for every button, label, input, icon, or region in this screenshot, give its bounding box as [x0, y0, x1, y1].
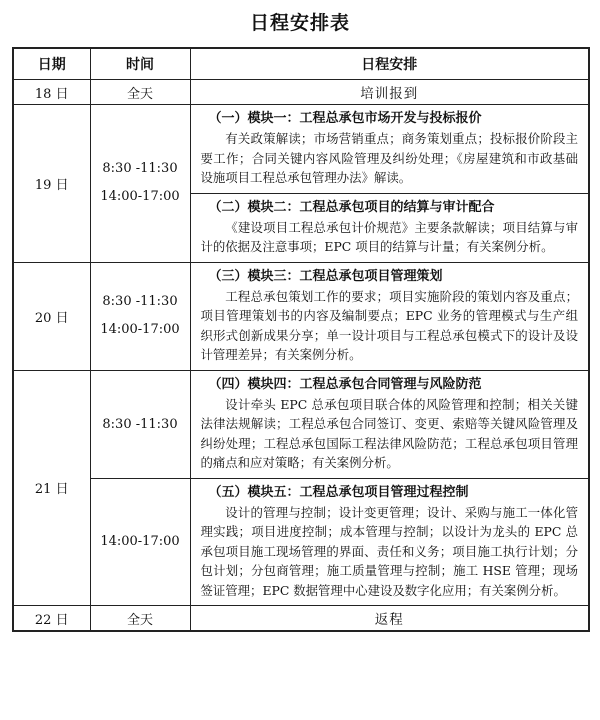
time-morning: 8:30 -11:30	[102, 294, 178, 309]
header-row	[13, 48, 589, 80]
table-row	[13, 606, 589, 632]
module-title: （五）模块五：工程总承包项目管理过程控制	[208, 484, 469, 500]
arrangement-cell	[190, 478, 589, 606]
schedule-table	[12, 47, 590, 632]
module-body: 工程总承包策划工作的要求；项目实施阶段的策划内容及重点；项目管理策划书的内容及编制要点；EPC 业务的管理模式与生产组织形式创新成果分享；单一设计项目与工程总承包模式下的设计及设计管理差异；有关案例分析。	[200, 288, 578, 362]
module-block	[191, 479, 589, 606]
date-cell: 20 日	[13, 262, 90, 370]
header-date: 日期	[13, 48, 90, 80]
date-cell: 21 日	[13, 370, 90, 606]
arrangement-cell	[190, 370, 589, 478]
time-cell: 全天	[90, 80, 190, 105]
page-title: 日程安排表	[249, 12, 350, 34]
time-cell: 全天	[90, 606, 190, 632]
time-afternoon: 14:00-17:00	[100, 189, 180, 205]
header-time: 时间	[90, 48, 190, 80]
table-row	[13, 370, 589, 478]
time-cell	[90, 105, 190, 263]
date-cell: 19 日	[13, 105, 90, 263]
arrangement-cell	[190, 105, 589, 263]
time-afternoon: 14:00-17:00	[90, 478, 190, 606]
arrangement-cell	[190, 262, 589, 370]
module-body: 设计的管理与控制；设计变更管理；设计、采购与施工一体化管理实践；项目进度控制；成本管理与控制；以设计为龙头的 EPC 总承包项目施工现场管理的界面、责任和义务；项目施工执行计划；分包计划；分包商管理；施工质量管理与控制；施工 HSE 管理；现场签证管理；EPC 数据管理中心建设及数字化应用；有关案例分析。	[200, 504, 578, 598]
time-morning: 8:30 -11:30	[90, 370, 190, 478]
table-row	[13, 478, 589, 606]
date-cell: 18 日	[13, 80, 90, 105]
module-block	[191, 371, 589, 478]
arrangement-cell: 返程	[190, 606, 589, 632]
module-block	[191, 263, 589, 370]
header-arrangement: 日程安排	[190, 48, 589, 80]
module-title: （一）模块一：工程总承包市场开发与投标报价	[208, 111, 482, 126]
time-afternoon: 14:00-17:00	[100, 322, 180, 337]
module-body: 有关政策解读；市场营销重点；商务策划重点；投标报价阶段主要工作；合同关键内容风险管理及纠纷处理；《房屋建筑和市政基础设施项目工程总承包管理办法》解读。	[200, 131, 578, 185]
table-row	[13, 105, 589, 263]
module-body: 《建设项目工程总承包计价规范》主要条款解读；项目结算与审计的依据及注意事项；EPC 项目的结算与计量；有关案例分析。	[200, 219, 578, 254]
time-morning: 8:30 -11:30	[102, 161, 178, 177]
table-row	[13, 80, 589, 105]
module-block	[191, 193, 589, 262]
time-cell	[90, 262, 190, 370]
module-title: （二）模块二：工程总承包项目的结算与审计配合	[208, 199, 495, 215]
module-block	[191, 105, 589, 193]
arrangement-cell: 培训报到	[190, 80, 589, 105]
module-body: 设计牵头 EPC 总承包项目联合体的风险管理和控制；相关关键法律法规解读；工程总承包合同签订、变更、索赔等关键风险管理及纠纷处理；工程总承包国际工程法律风险防范；工程总承包项目管理的痛点和应对策略；有关案例分析。	[200, 396, 578, 470]
date-cell: 22 日	[13, 606, 90, 632]
table-row	[13, 262, 589, 370]
module-title: （四）模块四：工程总承包合同管理与风险防范	[208, 376, 482, 392]
module-title: （三）模块三：工程总承包项目管理策划	[208, 268, 443, 284]
